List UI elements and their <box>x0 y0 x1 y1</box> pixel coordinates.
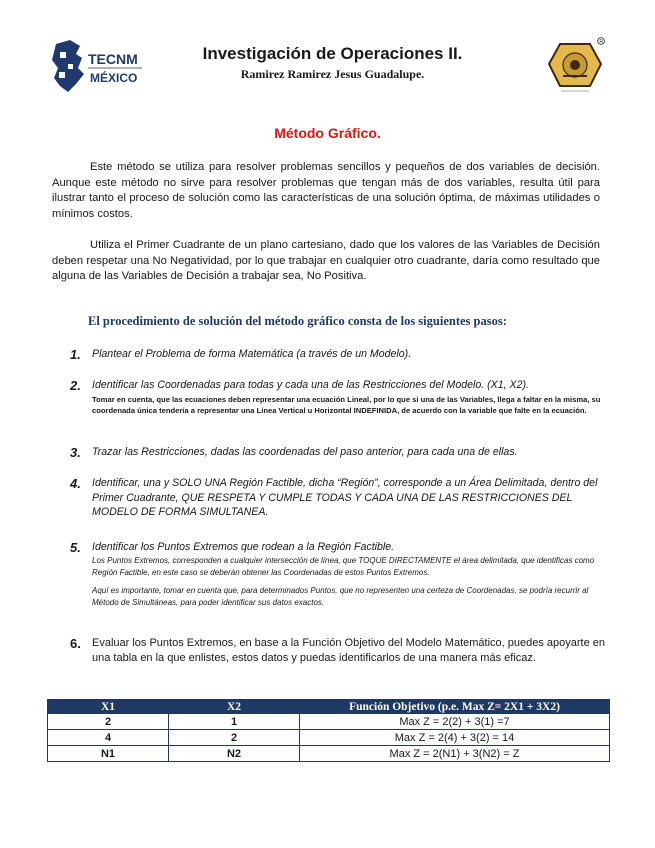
cell-x2: N2 <box>169 746 300 762</box>
document-title: Investigación de Operaciones II. <box>202 44 463 63</box>
svg-text:MÉXICO: MÉXICO <box>90 71 138 85</box>
step-text: Evaluar los Puntos Extremos, en base a la Función Objetivo del Modelo Matemático, puedes apoyarte en una tabla en la que enlistes, estos datos y puedas identificarlos de una manera más eficaz. <box>92 637 606 664</box>
column-header-x2: X2 <box>169 700 300 714</box>
step-number: 1. <box>70 347 81 362</box>
step-note: Los Puntos Extremos, corresponden a cualquier intersección de línea, que TOQUE DIRECTAMENTE el área delimitada, que identificas como Región Factible, en este caso se deberán obtener las Coordenadas de estos Puntos Extremos. <box>92 555 595 577</box>
table-row <box>48 730 610 746</box>
cell-x1: 2 <box>48 714 169 730</box>
step-text: Identificar las Coordenadas para todas y cada una de las Restricciones del Modelo. (X1, X2). <box>92 379 529 391</box>
table-header-row <box>48 700 610 714</box>
section-title: Método Gráfico. <box>274 125 381 141</box>
extreme-points-table <box>47 699 610 762</box>
step-text: Identificar los Puntos Extremos que rodean a la Región Factible. <box>92 541 395 553</box>
cell-objective: Max Z = 2(N1) + 3(N2) = Z <box>300 746 610 762</box>
quadrant-paragraph: Utiliza el Primer Cuadrante de un plano cartesiano, dado que los valores de las Variables de Decisión deben respetar una No Negatividad, por lo que trabajar en cualquier otro cuadrante, daría como resultado que alguna de las Variables de Decisión a trabajar sea, No Positiva. <box>52 239 600 282</box>
step-note: Tomar en cuenta, que las ecuaciones deben representar una ecuación Lineal, por lo que si una de las Variables, llega a faltar en la misma, su coordenada única tendería a representar una Línea Vertical u Horizontal INDEFINIDA, de acuerdo con la variable que falte en la ecuación. <box>92 394 601 415</box>
step-text: Trazar las Restricciones, dadas las coordenadas del paso anterior, para cada una de ellas. <box>92 446 518 458</box>
step-number: 5. <box>70 540 81 555</box>
step-number: 6. <box>70 636 81 651</box>
step-number: 3. <box>70 445 81 460</box>
step-text: Identificar, una y SOLO UNA Región Factible, dicha “Región”, corresponde a un Área Delimitada, dentro del Primer Cuadrante, QUE RESPETA Y CUMPLE TODAS Y CADA UNA DE LAS RESTRICCIONES DEL MODELO DE FORMA SIMULTANEA. <box>92 477 598 518</box>
step-item <box>70 378 610 416</box>
step-text: Plantear el Problema de forma Matemática (a través de un Modelo). <box>92 348 412 360</box>
intro-paragraph: Este método se utiliza para resolver problemas sencillos y pequeños de dos variables de decisión. Aunque este método no sirve para resolver problemas que tengan más de dos variables, resulta útil para ilustrar tanto el proceso de solución como las características de una solución óptima, de máximas utilidades o mínimos costos. <box>52 161 600 220</box>
step-note-secondary: Aquí es importante, tomar en cuenta que, para determinados Puntos, que no representen una certeza de Coordenadas, se podría recurrir al Método de Simultáneas, para poder identificar sus datos exactos. <box>92 585 589 607</box>
procedure-heading: El procedimiento de solución del método gráfico consta de los siguientes pasos: <box>88 314 507 328</box>
step-number: 2. <box>70 378 81 393</box>
step-item <box>70 445 610 460</box>
author-name: Ramirez Ramirez Jesus Guadalupe. <box>240 67 425 81</box>
column-header-objective: Función Objetivo (p.e. Max Z= 2X1 + 3X2) <box>300 700 610 714</box>
tecnm-logo <box>50 38 150 94</box>
column-header-x1: X1 <box>48 700 169 714</box>
step-number: 4. <box>70 476 81 491</box>
svg-text:TECNM: TECNM <box>88 51 138 67</box>
table-row <box>48 714 610 730</box>
step-item <box>70 347 610 362</box>
step-item <box>70 636 610 666</box>
step-item <box>70 540 610 609</box>
cell-x2: 1 <box>169 714 300 730</box>
cell-x2: 2 <box>169 730 300 746</box>
table-row <box>48 746 610 762</box>
cell-x1: N1 <box>48 746 169 762</box>
institute-seal-logo <box>545 36 605 96</box>
cell-objective: Max Z = 2(4) + 3(2) = 14 <box>300 730 610 746</box>
step-item <box>70 476 610 520</box>
cell-x1: 4 <box>48 730 169 746</box>
cell-objective: Max Z = 2(2) + 3(1) =7 <box>300 714 610 730</box>
svg-text:R: R <box>599 39 604 45</box>
